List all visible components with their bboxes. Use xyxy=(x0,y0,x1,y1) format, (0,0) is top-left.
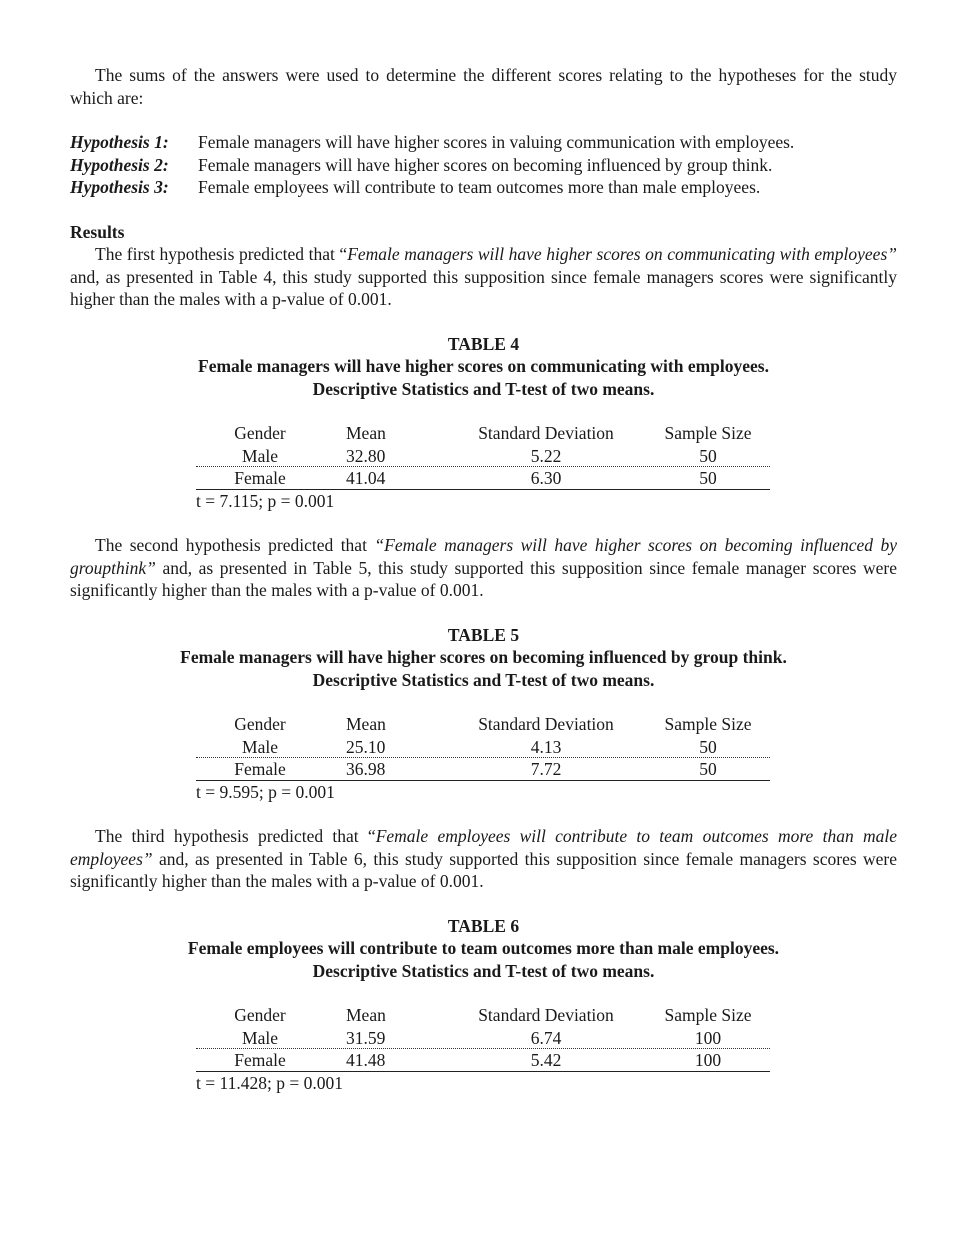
hypothesis-text: Female employees will contribute to team outcomes more than male employees. xyxy=(198,177,761,197)
test-result: t = 11.428; p = 0.001 xyxy=(196,1072,343,1093)
table-title: Female managers will have higher scores on communicating with employees. xyxy=(198,356,769,376)
hypothesis-list xyxy=(70,131,897,199)
para-quote: “Female managers will have higher scores on becoming influenced by groupthink” xyxy=(70,535,897,578)
cell-n: 50 xyxy=(699,445,717,466)
cell-mean: 31.59 xyxy=(346,1027,386,1048)
cell-sd: 4.13 xyxy=(530,736,562,757)
cell-mean: 41.04 xyxy=(346,468,386,488)
test-result: t = 7.115; p = 0.001 xyxy=(196,490,335,511)
cell-gender: Male xyxy=(242,1027,278,1048)
header-gender: Gender xyxy=(234,423,286,443)
para-text: and, as presented in Table 4, this study supported this supposition since female managers scores were significantly higher than the males with a p-value of 0.001. xyxy=(70,266,897,309)
table-row xyxy=(196,736,770,759)
table-row xyxy=(196,758,770,781)
hypothesis-text: Female managers will have higher scores on becoming influenced by group think. xyxy=(198,154,773,175)
para-quote: Female managers will have higher scores on communicating with employees” xyxy=(347,244,897,264)
para-text: The first hypothesis predicted that “ xyxy=(95,244,348,264)
table-number: TABLE 6 xyxy=(447,915,520,936)
table-6 xyxy=(70,915,897,1095)
table-subtitle: Descriptive Statistics and T-test of two means. xyxy=(312,960,655,981)
table-header-row xyxy=(196,422,770,445)
table-title: Female employees will contribute to team outcomes more than male employees. xyxy=(187,938,780,958)
header-n: Sample Size xyxy=(664,1005,752,1025)
results-paragraph-2 xyxy=(70,534,897,602)
cell-sd: 5.42 xyxy=(530,1050,562,1070)
header-sd: Standard Deviation xyxy=(478,423,614,443)
cell-mean: 32.80 xyxy=(346,445,386,466)
para-text: and, as presented in Table 6, this study supported this supposition since female managers scores were significantly higher than the males with a p-value of 0.001. xyxy=(70,848,897,891)
table-row xyxy=(196,1049,770,1072)
table-5 xyxy=(70,624,897,804)
header-gender: Gender xyxy=(234,1005,286,1025)
table-title: Female managers will have higher scores on becoming influenced by group think. xyxy=(180,647,787,667)
stats-table xyxy=(196,713,770,803)
cell-gender: Male xyxy=(242,736,278,757)
table-row xyxy=(196,467,770,490)
test-result: t = 9.595; p = 0.001 xyxy=(196,781,335,802)
cell-sd: 6.30 xyxy=(530,468,562,488)
cell-gender: Male xyxy=(242,445,278,466)
cell-gender: Female xyxy=(234,1050,286,1070)
intro-paragraph: The sums of the answers were used to determine the different scores relating to the hypotheses for the study which are: xyxy=(70,65,897,108)
cell-gender: Female xyxy=(234,468,286,488)
cell-n: 50 xyxy=(699,468,717,488)
cell-n: 50 xyxy=(699,759,717,779)
hypothesis-label: Hypothesis 1: xyxy=(70,132,169,152)
stats-table xyxy=(196,1004,770,1094)
cell-n: 100 xyxy=(694,1027,722,1048)
header-mean: Mean xyxy=(346,714,386,734)
header-n: Sample Size xyxy=(664,714,752,734)
cell-mean: 36.98 xyxy=(346,759,386,779)
header-mean: Mean xyxy=(346,423,386,443)
cell-n: 50 xyxy=(699,736,717,757)
hypothesis-text: Female managers will have higher scores in valuing communication with employees. xyxy=(198,132,795,152)
header-n: Sample Size xyxy=(664,423,752,443)
para-quote: Female employees will contribute to team outcomes more than male employees” xyxy=(70,826,898,869)
hypothesis-item xyxy=(70,154,897,177)
hypothesis-item xyxy=(70,131,897,154)
header-sd: Standard Deviation xyxy=(478,714,614,734)
results-heading: Results xyxy=(70,221,125,242)
para-text: and, as presented in Table 5, this study supported this supposition since female manager scores were significantly higher than the males with a p-value of 0.001. xyxy=(70,557,897,600)
header-sd: Standard Deviation xyxy=(478,1005,614,1025)
para-text: The second hypothesis predicted that xyxy=(95,535,375,555)
table-number: TABLE 5 xyxy=(447,624,520,645)
cell-n: 100 xyxy=(694,1050,722,1070)
stats-table xyxy=(196,422,770,512)
header-gender: Gender xyxy=(234,714,286,734)
hypothesis-label: Hypothesis 3: xyxy=(70,177,169,197)
cell-mean: 41.48 xyxy=(346,1050,386,1070)
table-4 xyxy=(70,333,897,513)
cell-sd: 6.74 xyxy=(530,1027,562,1048)
table-subtitle: Descriptive Statistics and T-test of two means. xyxy=(312,669,655,690)
table-number: TABLE 4 xyxy=(447,333,520,354)
document-page xyxy=(70,64,897,1094)
cell-sd: 7.72 xyxy=(530,759,562,779)
results-paragraph-1 xyxy=(70,243,897,311)
cell-gender: Female xyxy=(234,759,286,779)
table-row xyxy=(196,1027,770,1050)
hypothesis-item xyxy=(70,176,897,199)
para-text: The third hypothesis predicted that “ xyxy=(95,826,376,846)
table-header-row xyxy=(196,713,770,736)
header-mean: Mean xyxy=(346,1005,386,1025)
table-row xyxy=(196,445,770,468)
cell-sd: 5.22 xyxy=(530,445,562,466)
results-paragraph-3 xyxy=(70,825,897,893)
hypothesis-label: Hypothesis 2: xyxy=(70,154,169,175)
cell-mean: 25.10 xyxy=(346,736,386,757)
table-subtitle: Descriptive Statistics and T-test of two means. xyxy=(312,378,655,399)
table-header-row xyxy=(196,1004,770,1027)
